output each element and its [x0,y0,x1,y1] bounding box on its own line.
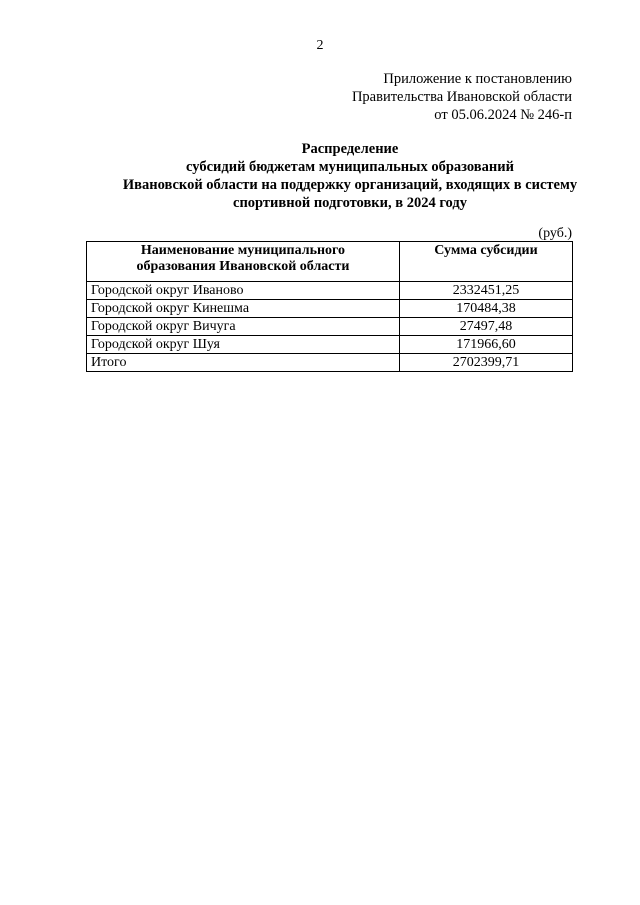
title-line: Распределение [301,141,399,157]
appendix-line: Правительства Ивановской области [351,89,572,105]
municipality-cell: Городской округ Вичуга [87,318,400,336]
municipality-cell: Городской округ Шуя [87,336,400,354]
sum-cell: 170484,38 [399,300,572,318]
total-sum-cell: 2702399,71 [399,354,572,372]
header-line: образования Ивановской области [136,259,350,274]
table-row [87,300,573,318]
header-subsidy-sum: Сумма субсидии [399,242,572,282]
table-total-row [87,354,573,372]
total-label-cell: Итого [87,354,400,372]
appendix-note [352,70,572,124]
table-row [87,318,573,336]
table-header-row [87,242,573,282]
title-line: субсидий бюджетам муниципальных образований [186,159,514,175]
sum-cell: 2332451,25 [399,282,572,300]
table-row [87,282,573,300]
sum-cell: 171966,60 [399,336,572,354]
municipality-cell: Городской округ Иваново [87,282,400,300]
currency-unit: (руб.) [538,226,572,241]
header-municipality [87,242,400,282]
title-line: спортивной подготовки, в 2024 году [233,195,467,211]
header-line: Наименование муниципального [140,243,346,258]
table-row [87,336,573,354]
municipality-cell: Городской округ Кинешма [87,300,400,318]
appendix-line: от 05.06.2024 № 246-п [434,107,572,123]
subsidy-table [86,241,573,372]
document-title [60,140,640,212]
page-number: 2 [316,38,324,53]
title-line: Ивановской области на поддержку организаций, входящих в систему [122,177,578,193]
sum-cell: 27497,48 [399,318,572,336]
appendix-line: Приложение к постановлению [383,71,572,87]
